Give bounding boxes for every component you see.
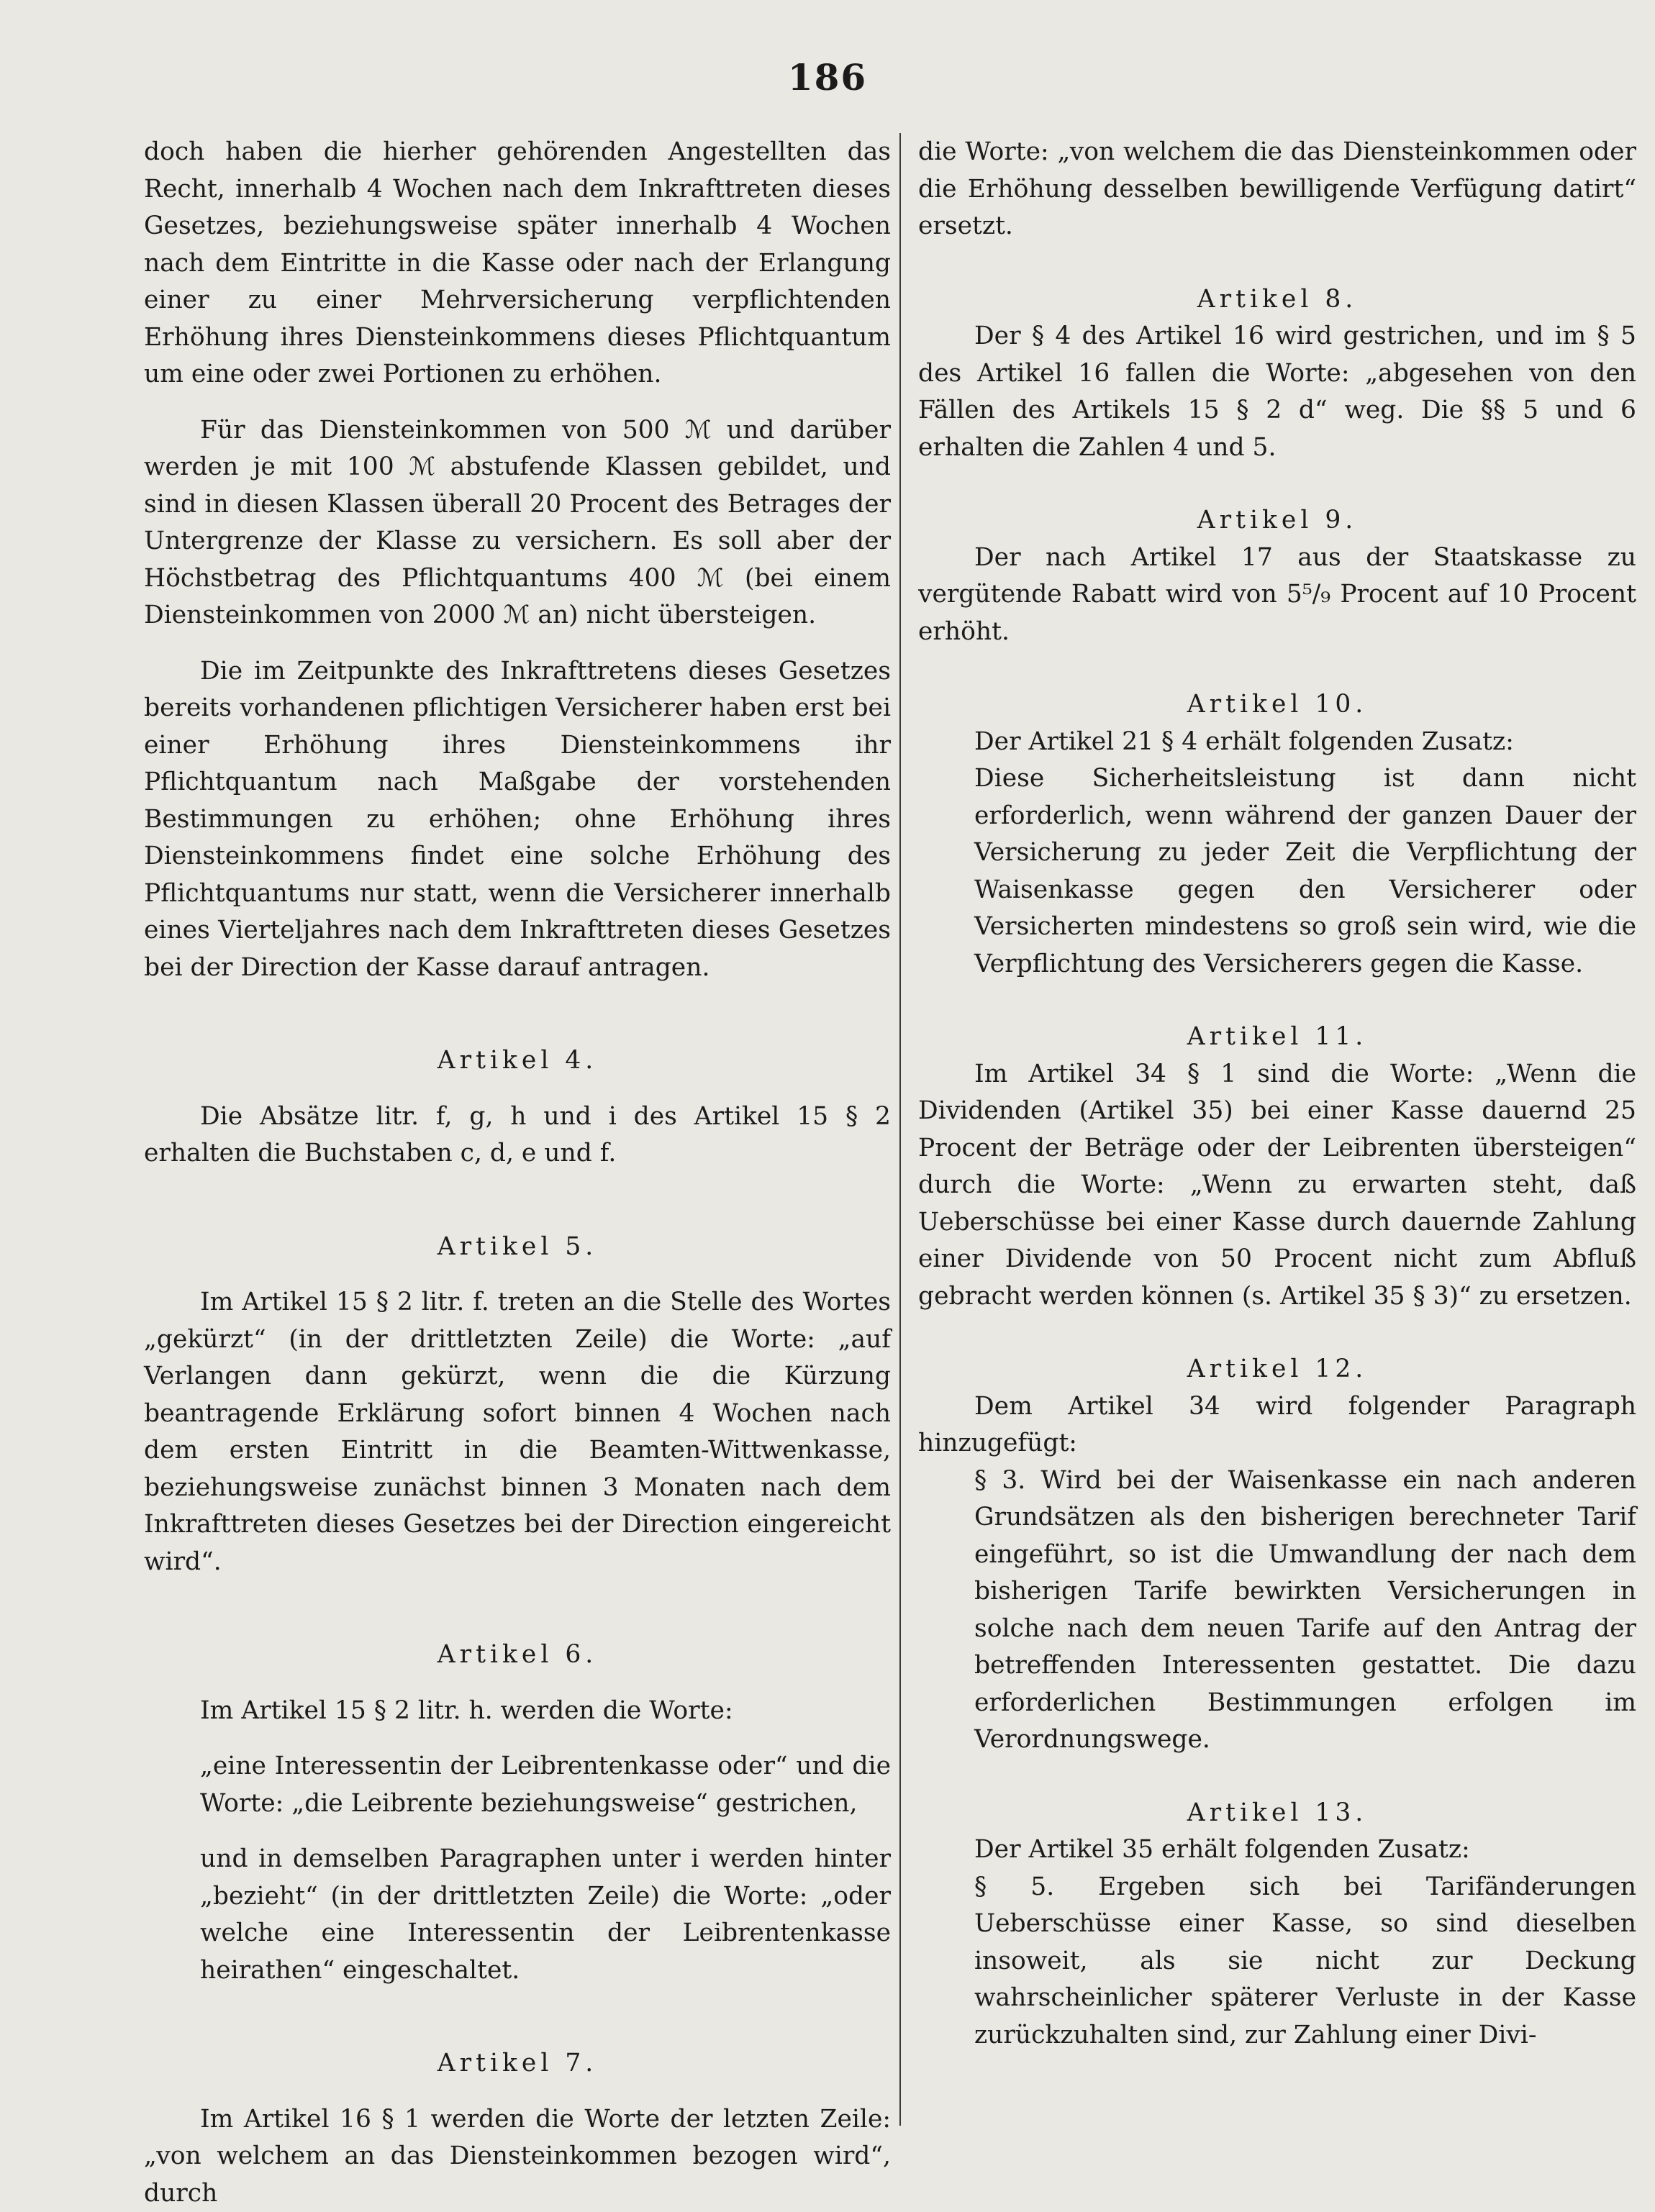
article-text: Im Artikel 16 § 1 werden die Worte der letzten Zeile: „von welchem an das Diensteinkommen bezogen wird“, durch bbox=[144, 2101, 891, 2212]
article-heading: Artikel 4. bbox=[144, 1042, 891, 1080]
article-heading: Artikel 6. bbox=[144, 1637, 891, 1674]
article-heading: Artikel 11. bbox=[918, 1019, 1636, 1056]
article-text: Die Absätze litr. f, g, h und i des Artikel 15 § 2 erhalten die Buchstaben c, d, e und f. bbox=[144, 1098, 891, 1173]
article-heading: Artikel 10. bbox=[918, 686, 1636, 724]
column-divider bbox=[899, 133, 901, 2126]
article-text: Der § 4 des Artikel 16 wird gestrichen, und im § 5 des Artikel 16 fallen die Worte: „abgesehen von den Fällen des Artikels 15 § 2 d“ weg. Die §§ 5 und 6 erhalten die Zahlen 4 und 5. bbox=[918, 318, 1636, 466]
article-text: Der nach Artikel 17 aus der Staatskasse zu vergütende Rabatt wird von 5⁵/₉ Procent auf 10 Procent erhöht. bbox=[918, 540, 1636, 651]
article-text: Im Artikel 34 § 1 sind die Worte: „Wenn die Dividenden (Artikel 35) bei einer Kasse dauernd 25 Procent der Beträge oder der Leibrenten übersteigen“ durch die Worte: „Wenn zu erwarten steht, daß Ueberschüsse bei einer Kasse durch dauernde Zahlung einer Dividende von 50 Procent nicht zum Abfluß gebracht werden können (s. Artikel 35 § 3)“ zu ersetzen. bbox=[918, 1056, 1636, 1316]
quoted-text: § 5. Ergeben sich bei Tarifänderungen Ueberschüsse einer Kasse, so sind dieselben insoweit, als sie nicht zur Deckung wahrscheinlicher späterer Verluste in der Kasse zurückzuhalten sind, zur Zahlung einer Divi- bbox=[918, 1869, 1636, 2054]
article-text: Im Artikel 15 § 2 litr. h. werden die Worte: bbox=[144, 1693, 891, 1730]
quoted-text: Diese Sicherheitsleistung ist dann nicht erforderlich, wenn während der ganzen Dauer der Versicherung zu jeder Zeit die Verpflichtung der Waisenkasse gegen den Versicherer oder Versicherten mindestens so groß sein wird, wie die Verpflichtung des Versicherers gegen die Kasse. bbox=[918, 760, 1636, 983]
paragraph: Die im Zeitpunkte des Inkrafttretens dieses Gesetzes bereits vorhandenen pflichtigen Versicherer haben erst bei einer Erhöhung ihres Diensteinkommens ihr Pflichtquantum nach Maßgabe der vorstehenden Bestimmungen zu erhöhen; ohne Erhöhung ihres Diensteinkommens findet eine solche Erhöhung des Pflichtquantums nur statt, wenn die Versicherer innerhalb eines Vierteljahres nach dem Inkrafttreten dieses Gesetzes bei der Direction der Kasse darauf antragen. bbox=[144, 653, 891, 987]
quoted-text: und in demselben Paragraphen unter i werden hinter „bezieht“ (in der drittletzten Zeile) die Worte: „oder welche eine Interessentin der Leibrentenkasse heirathen“ eingeschaltet. bbox=[144, 1841, 891, 1989]
page-number: 186 bbox=[788, 56, 867, 99]
paragraph: doch haben die hierher gehörenden Angestellten das Recht, innerhalb 4 Wochen nach dem Inkrafttreten dieses Gesetzes, beziehungsweise später innerhalb 4 Wochen nach dem Eintritte in die Kasse oder nach der Erlangung einer zu einer Mehrversicherung verpflichtenden Erhöhung ihres Diensteinkommens dieses Pflichtquantum um eine oder zwei Portionen zu erhöhen. bbox=[144, 134, 891, 393]
article-heading: Artikel 12. bbox=[918, 1351, 1636, 1388]
left-column bbox=[144, 134, 891, 2212]
article-text: Der Artikel 21 § 4 erhält folgenden Zusatz: bbox=[918, 724, 1636, 761]
article-text: Der Artikel 35 erhält folgenden Zusatz: bbox=[918, 1831, 1636, 1869]
quoted-text: § 3. Wird bei der Waisenkasse ein nach anderen Grundsätzen als den bisherigen berechneter Tarif eingeführt, so ist die Umwandlung der nach dem bisherigen Tarife bewirkten Versicherungen in solche nach dem neuen Tarife auf den Antrag der betreffenden Interessenten gestattet. Die dazu erforderlichen Bestimmungen erfolgen im Verordnungswege. bbox=[918, 1462, 1636, 1759]
right-column bbox=[918, 134, 1636, 2054]
quoted-text: „eine Interessentin der Leibrentenkasse oder“ und die Worte: „die Leibrente beziehungsweise“ gestrichen, bbox=[144, 1748, 891, 1822]
paragraph: die Worte: „von welchem die das Diensteinkommen oder die Erhöhung desselben bewilligende Verfügung datirt“ ersetzt. bbox=[918, 134, 1636, 245]
article-text: Dem Artikel 34 wird folgender Paragraph hinzugefügt: bbox=[918, 1388, 1636, 1462]
article-heading: Artikel 5. bbox=[144, 1229, 891, 1266]
article-heading: Artikel 9. bbox=[918, 502, 1636, 540]
article-heading: Artikel 13. bbox=[918, 1795, 1636, 1832]
article-text: Im Artikel 15 § 2 litr. f. treten an die Stelle des Wortes „gekürzt“ (in der drittletzten Zeile) die Worte: „auf Verlangen dann gekürzt, wenn die die Kürzung beantragende Erklärung sofort binnen 4 Wochen nach dem ersten Eintritt in die Beamten-Wittwenkasse, beziehungsweise zunächst binnen 3 Monaten nach dem Inkrafttreten dieses Gesetzes bei der Direction eingereicht wird“. bbox=[144, 1284, 891, 1580]
article-heading: Artikel 7. bbox=[144, 2045, 891, 2083]
paragraph: Für das Diensteinkommen von 500 ℳ und darüber werden je mit 100 ℳ abstufende Klassen gebildet, und sind in diesen Klassen überall 20 Procent des Betrages der Untergrenze der Klasse zu versichern. Es soll aber der Höchstbetrag des Pflichtquantums 400 ℳ (bei einem Diensteinkommen von 2000 ℳ an) nicht übersteigen. bbox=[144, 412, 891, 634]
article-heading: Artikel 8. bbox=[918, 281, 1636, 319]
